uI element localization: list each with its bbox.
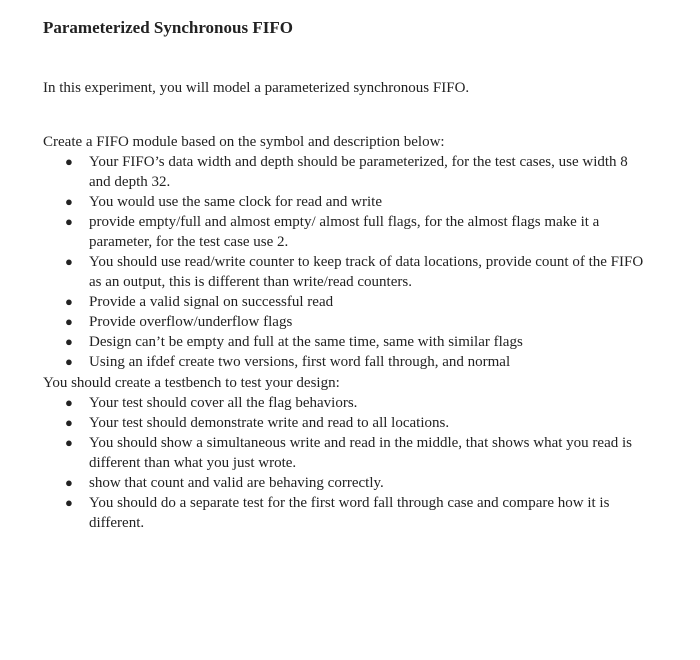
bullet-icon: ● <box>65 254 73 269</box>
list-item <box>43 252 653 292</box>
list-item <box>43 192 653 212</box>
list-item-text: You should do a separate test for the first word fall through case and compare how it is different. <box>89 495 610 531</box>
testbench-requirements-list <box>43 393 653 533</box>
bullet-icon: ● <box>65 314 73 329</box>
list-item <box>43 473 653 493</box>
intro-paragraph: In this experiment, you will model a parameterized synchronous FIFO. <box>43 80 470 96</box>
list-item-text: You should show a simultaneous write and read in the middle, that shows what you read is different than what you just wrote. <box>89 435 632 471</box>
bullet-icon: ● <box>65 354 73 369</box>
list-item-text: You should use read/write counter to keep track of data locations, provide count of the FIFO as an output, this is different than write/read counters. <box>89 254 644 290</box>
list-item-text: provide empty/full and almost empty/ almost full flags, for the almost flags make it a parameter, for the test case use 2. <box>89 214 600 250</box>
bullet-icon: ● <box>65 475 73 490</box>
list-item-text: Your test should demonstrate write and read to all locations. <box>89 415 450 431</box>
list-item <box>43 352 653 372</box>
bullet-icon: ● <box>65 334 73 349</box>
bullet-icon: ● <box>65 435 73 450</box>
list-item <box>43 152 653 192</box>
bullet-icon: ● <box>65 395 73 410</box>
list-item <box>43 493 653 533</box>
list-item-text: Your FIFO’s data width and depth should be parameterized, for the test cases, use width 8 and depth 32. <box>89 154 628 190</box>
list-item-text: Provide overflow/underflow flags <box>89 314 293 330</box>
list-item <box>43 292 653 312</box>
list-item <box>43 312 653 332</box>
list-item <box>43 393 653 413</box>
bullet-icon: ● <box>65 194 73 209</box>
list-item <box>43 332 653 352</box>
page-title: Parameterized Synchronous FIFO <box>43 18 293 37</box>
document <box>43 16 653 533</box>
bullet-icon: ● <box>65 415 73 430</box>
list-item-text: Design can’t be empty and full at the same time, same with similar flags <box>89 334 523 350</box>
list-item-text: Using an ifdef create two versions, first word fall through, and normal <box>89 354 511 370</box>
create-paragraph: Create a FIFO module based on the symbol and description below: <box>43 134 445 150</box>
list-item <box>43 212 653 252</box>
bullet-icon: ● <box>65 294 73 309</box>
list-item-text: You would use the same clock for read and write <box>89 194 382 210</box>
list-item <box>43 433 653 473</box>
bullet-icon: ● <box>65 214 73 229</box>
testbench-paragraph: You should create a testbench to test your design: <box>43 375 340 391</box>
list-item-text: show that count and valid are behaving correctly. <box>89 475 384 491</box>
list-item <box>43 413 653 433</box>
bullet-icon: ● <box>65 495 73 510</box>
list-item-text: Your test should cover all the flag behaviors. <box>89 395 358 411</box>
module-requirements-list <box>43 152 653 372</box>
bullet-icon: ● <box>65 154 73 169</box>
list-item-text: Provide a valid signal on successful read <box>89 294 334 310</box>
